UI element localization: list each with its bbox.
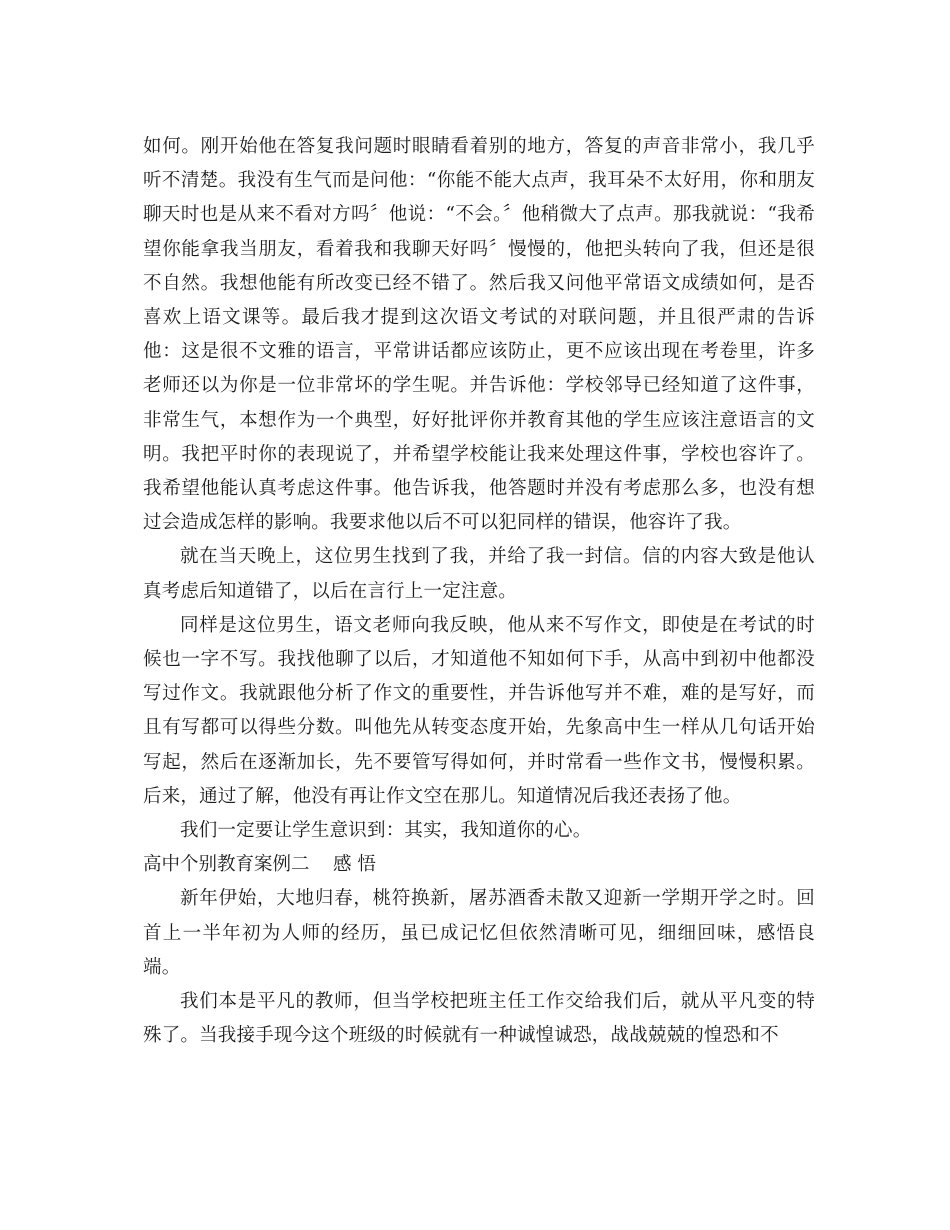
paragraph-1: 如何。刚开始他在答复我问题时眼睛看着别的地方，答复的声音非常小，我几乎听不清楚。我没有生气而是问他：“你能不能大点声，我耳朵不太好用，你和朋友聊天时也是从来不看对方吗〞他说：“不会。〞他稍微大了点声。那我就说：“我希望你能拿我当朋友，看着我和我聊天好吗〞慢慢的，他把头转向了我，但还是很不自然。我想他能有所改变已经不错了。然后我又问他平常语文成绩如何，是否喜欢上语文课等。最后我才提到这次语文考试的对联问题，并且很严肃的告诉他：这是很不文雅的语言，平常讲话都应该防止，更不应该出现在考卷里，许多老师还以为你是一位非常坏的学生呢。并告诉他：学校邻导已经知道了这件事，非常生气，本想作为一个典型，好好批评你并教育其他的学生应该注意语言的文明。我把平时你的表现说了，并希望学校能让我来处理这件事，学校也容许了。我希望他能认真考虑这件事。他告诉我，他答题时并没有考虑那么多，也没有想过会造成怎样的影响。我要求他以后不可以犯同样的错误，他容许了我。 bbox=[143, 136, 815, 534]
paragraph-3: 同样是这位男生，语文老师向我反映，他从来不写作文，即使是在考试的时候也一字不写。我找他聊了以后，才知道他不知如何下手，从高中到初中他都没写过作文。我就跟他分析了作文的重要性，并告诉他写并不难，难的是写好，而且有写都可以得些分数。叫他先从转变态度开始，先象高中生一样从几句话开始写起，然后在逐渐加长，先不要管写得如何，并时常看一些作文书，慢慢积累。后来，通过了解，他没有再让作文空在那儿。知道情况后我还表扬了他。 bbox=[143, 614, 815, 807]
paragraph-6: 我们本是平凡的教师，但当学校把班主任工作交给我们后，就从平凡变的特殊了。当我接手现今这个班级的时候就有一种诚惶诚恐，战战兢兢的惶恐和不 bbox=[143, 991, 815, 1047]
paragraph-2: 就在当天晚上，这位男生找到了我，并给了我一封信。信的内容大致是他认真考虑后知道错了，以后在言行上一定注意。 bbox=[143, 546, 815, 602]
document-body bbox=[143, 130, 815, 1053]
paragraph-5: 新年伊始，大地归春，桃符换新，屠苏酒香未散又迎新一学期开学之时。回首上一半年初为人师的经历，虽已成记忆但依然清晰可见，细细回味，感悟良端。 bbox=[143, 888, 815, 978]
section-heading: 高中个别教育案例二 感 悟 bbox=[143, 854, 376, 876]
paragraph-4: 我们一定要让学生意识到：其实，我知道你的心。 bbox=[180, 820, 592, 842]
